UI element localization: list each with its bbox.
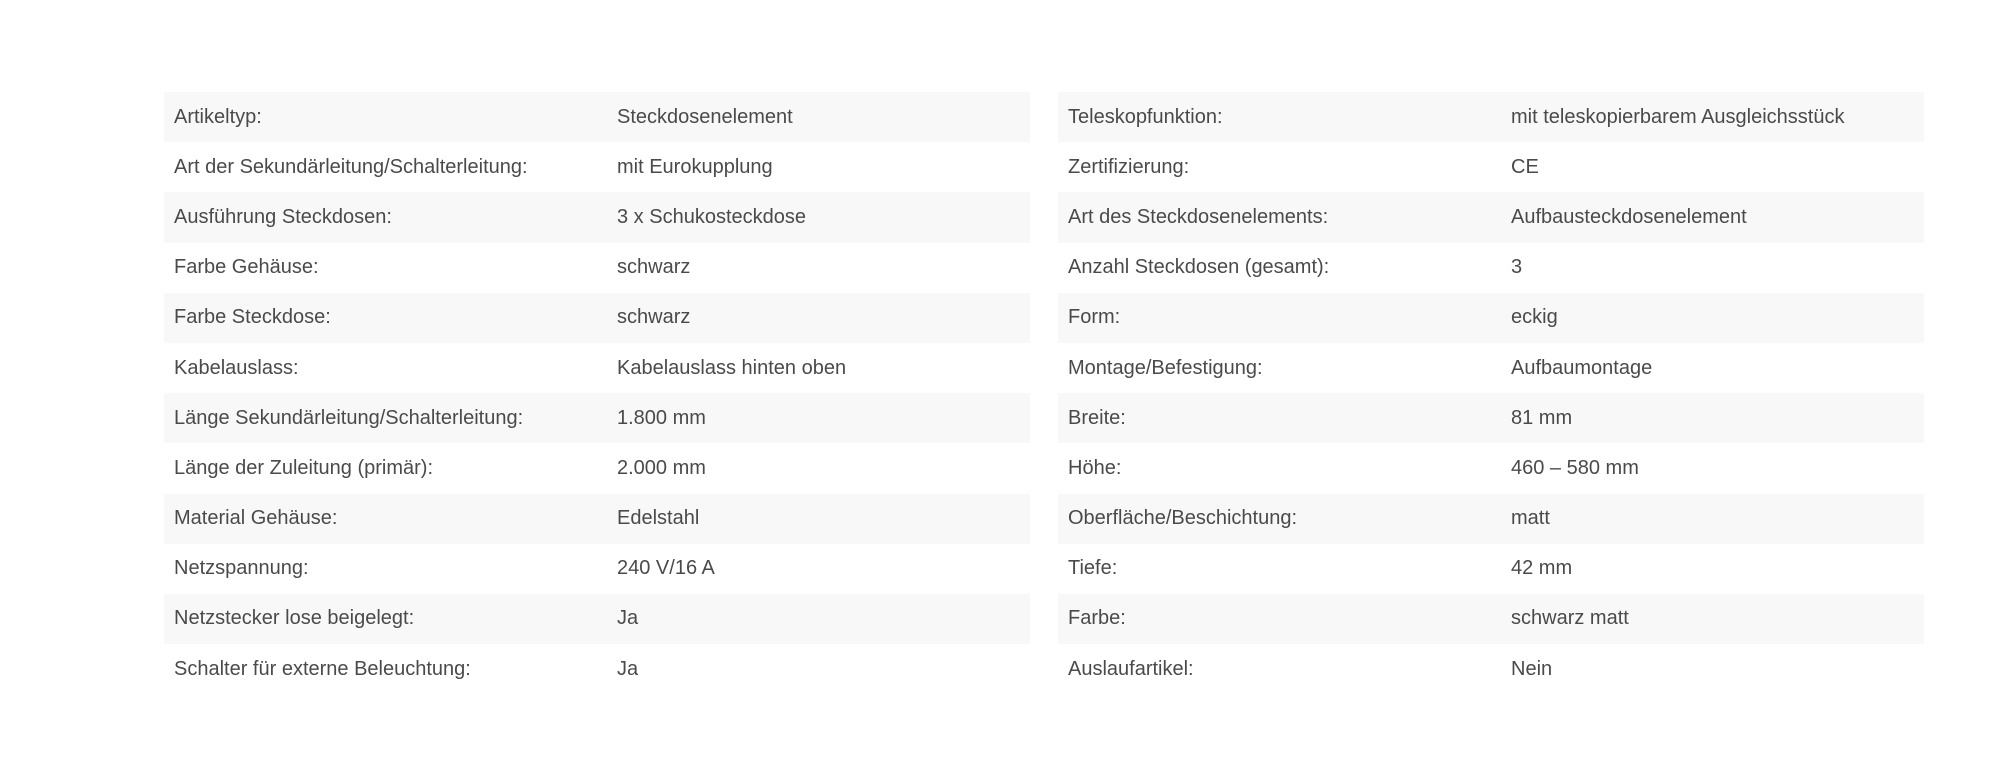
spec-value: Aufbaumontage (1511, 356, 1653, 379)
spec-label: Oberfläche/Beschichtung: (1068, 507, 1298, 530)
spec-label: Farbe Gehäuse: (174, 256, 319, 279)
spec-row (164, 343, 1030, 393)
spec-row (1058, 494, 1924, 544)
spec-value: Ja (617, 607, 639, 630)
spec-row (1058, 142, 1924, 192)
spec-label: Art der Sekundärleitung/Schalterleitung: (174, 155, 528, 178)
spec-label: Form: (1068, 306, 1121, 329)
spec-value: schwarz (617, 256, 691, 279)
spec-row (1058, 192, 1924, 242)
spec-value: 460 – 580 mm (1511, 456, 1639, 479)
spec-label: Ausführung Steckdosen: (174, 205, 392, 228)
spec-label: Tiefe: (1068, 557, 1118, 580)
spec-value: 42 mm (1511, 557, 1573, 580)
spec-value: Steckdosenelement (617, 105, 793, 128)
spec-value: eckig (1511, 306, 1558, 329)
spec-value: Ja (617, 657, 639, 680)
spec-value: 3 (1511, 256, 1523, 279)
spec-label: Länge der Zuleitung (primär): (174, 456, 434, 479)
spec-label: Zertifizierung: (1068, 155, 1190, 178)
spec-value: mit Eurokupplung (617, 155, 773, 178)
spec-row (1058, 443, 1924, 493)
spec-label: Anzahl Steckdosen (gesamt): (1068, 256, 1330, 279)
spec-label: Netzstecker lose beigelegt: (174, 607, 415, 630)
spec-row (164, 443, 1030, 493)
spec-label: Auslaufartikel: (1068, 657, 1194, 680)
spec-value: 81 mm (1511, 406, 1573, 429)
spec-row (1058, 393, 1924, 443)
spec-value: Nein (1511, 657, 1553, 680)
spec-row (164, 243, 1030, 293)
spec-value: 240 V/16 A (617, 557, 715, 580)
spec-row (1058, 644, 1924, 694)
spec-label: Farbe Steckdose: (174, 306, 331, 329)
spec-value: schwarz (617, 306, 691, 329)
spec-label: Schalter für externe Beleuchtung: (174, 657, 471, 680)
spec-value: Kabelauslass hinten oben (617, 356, 847, 379)
spec-row (164, 293, 1030, 343)
spec-row (1058, 544, 1924, 594)
spec-label: Kabelauslass: (174, 356, 299, 379)
spec-row (164, 644, 1030, 694)
spec-row (1058, 293, 1924, 343)
spec-value: 2.000 mm (617, 456, 706, 479)
spec-label: Farbe: (1068, 607, 1126, 630)
spec-label: Teleskopfunktion: (1068, 105, 1223, 128)
spec-row (164, 92, 1030, 142)
spec-row (164, 393, 1030, 443)
spec-value: schwarz matt (1511, 607, 1629, 630)
spec-value: 3 x Schukosteckdose (617, 205, 806, 228)
spec-label: Netzspannung: (174, 557, 309, 580)
spec-row (1058, 343, 1924, 393)
spec-row (1058, 243, 1924, 293)
spec-label: Material Gehäuse: (174, 507, 338, 530)
spec-label: Breite: (1068, 406, 1126, 429)
spec-label: Art des Steckdosenelements: (1068, 205, 1329, 228)
spec-row (1058, 594, 1924, 644)
spec-label: Länge Sekundärleitung/Schalterleitung: (174, 406, 524, 429)
spec-row (164, 594, 1030, 644)
spec-row (164, 544, 1030, 594)
spec-row (164, 494, 1030, 544)
spec-table-left (164, 92, 1030, 694)
spec-value: matt (1511, 507, 1550, 530)
spec-label: Montage/Befestigung: (1068, 356, 1263, 379)
product-specs (164, 92, 1924, 694)
spec-table-right (1058, 92, 1924, 694)
spec-value: CE (1511, 155, 1539, 178)
spec-value: Edelstahl (617, 507, 700, 530)
spec-value: Aufbausteckdosenelement (1511, 205, 1747, 228)
spec-value: 1.800 mm (617, 406, 706, 429)
spec-row (164, 192, 1030, 242)
spec-value: mit teleskopierbarem Ausgleichsstück (1511, 105, 1845, 128)
spec-row (164, 142, 1030, 192)
spec-row (1058, 92, 1924, 142)
spec-label: Artikeltyp: (174, 105, 262, 128)
spec-label: Höhe: (1068, 456, 1122, 479)
